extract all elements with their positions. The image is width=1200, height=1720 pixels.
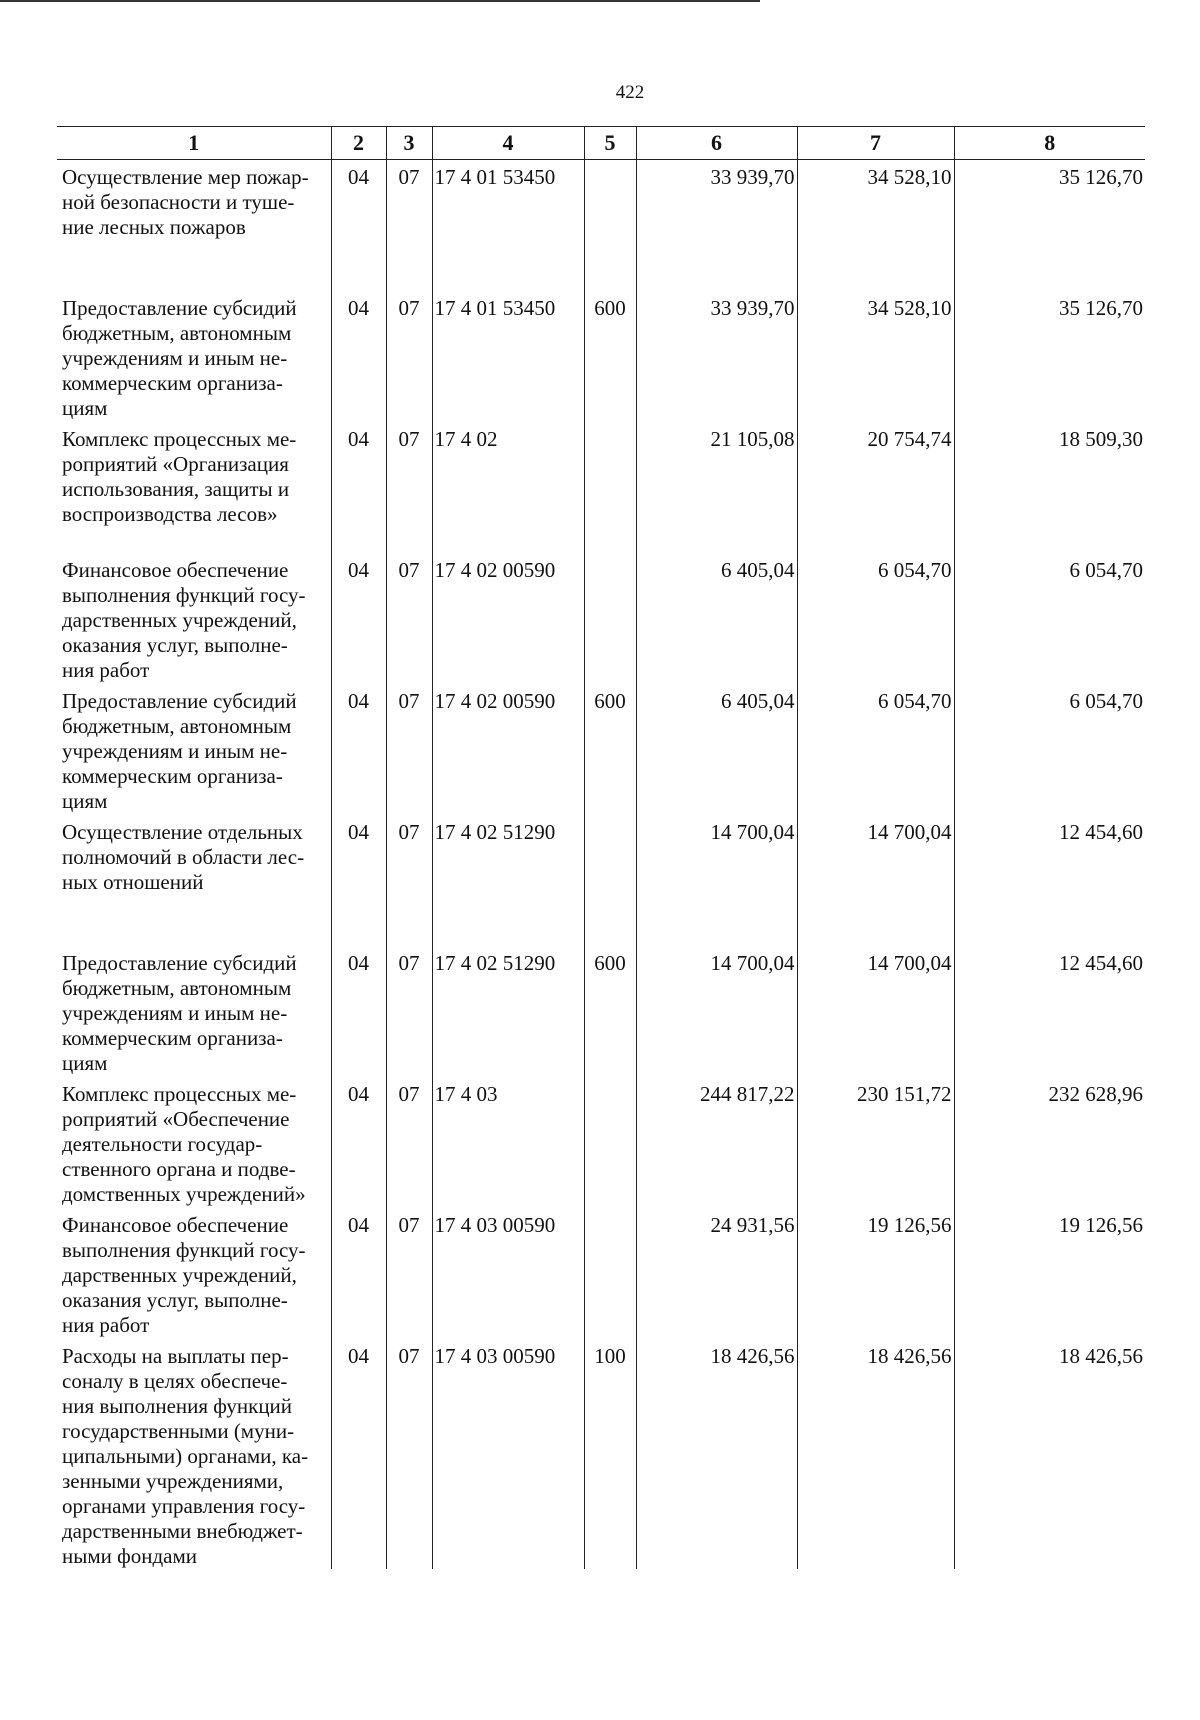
row-name: Предоставление субсидий бюджетным, автономным учреждениям и иным не- коммерческим организа- циям: [62, 950, 297, 1075]
row-target-code: 17 4 03 00590: [432, 1339, 584, 1569]
table-row: [57, 553, 1145, 684]
row-amount-col-6: 244 817,22: [636, 1077, 797, 1208]
row-name: Предоставление субсидий бюджетным, автономным учреждениям и иным не- коммерческим организа- циям: [62, 295, 297, 420]
header-col-5: 5: [584, 127, 636, 160]
row-subsection: 07: [386, 553, 432, 684]
row-subsection: 07: [386, 946, 432, 1077]
header-col-3: 3: [386, 127, 432, 160]
row-amount-col-7: 230 151,72: [797, 1077, 954, 1208]
row-name: Осуществление мер пожар- ной безопасности и туше- ние лесных пожаров: [62, 165, 309, 239]
row-section: 04: [331, 684, 386, 815]
row-name: Комплекс процессных ме- роприятий «Организация использования, защиты и воспроизводства лесов»: [62, 426, 297, 526]
row-expense-type: 600: [584, 291, 636, 422]
row-amount-col-6: 21 105,08: [636, 422, 797, 553]
row-expense-type: [584, 815, 636, 946]
header-col-7: 7: [797, 127, 954, 160]
row-amount-col-7: 20 754,74: [797, 422, 954, 553]
row-subsection: 07: [386, 1339, 432, 1569]
row-amount-col-8: 18 426,56: [954, 1339, 1145, 1569]
row-target-code: 17 4 02 51290: [432, 815, 584, 946]
row-target-code: 17 4 01 53450: [432, 291, 584, 422]
row-target-code: 17 4 03: [432, 1077, 584, 1208]
header-col-8: 8: [954, 127, 1145, 160]
row-amount-col-6: 24 931,56: [636, 1208, 797, 1339]
row-expense-type: 600: [584, 684, 636, 815]
row-expense-type: 600: [584, 946, 636, 1077]
table-row: [57, 160, 1145, 291]
row-subsection: 07: [386, 1208, 432, 1339]
row-amount-col-7: 6 054,70: [797, 684, 954, 815]
row-section: 04: [331, 422, 386, 553]
row-name: Комплекс процессных ме- роприятий «Обеспечение деятельности государ- ственного органа и подве- домственных учреждений»: [62, 1081, 306, 1206]
row-expense-type: [584, 553, 636, 684]
table-row: [57, 815, 1145, 946]
row-expense-type: [584, 1077, 636, 1208]
table-row: [57, 1339, 1145, 1569]
row-amount-col-8: 12 454,60: [954, 946, 1145, 1077]
row-expense-type: 100: [584, 1339, 636, 1569]
row-name: Осуществление отдельных полномочий в области лес- ных отношений: [62, 819, 305, 894]
row-expense-type: [584, 160, 636, 291]
table-row: [57, 291, 1145, 422]
row-amount-col-7: 14 700,04: [797, 946, 954, 1077]
row-subsection: 07: [386, 1077, 432, 1208]
table-row: [57, 422, 1145, 553]
row-section: 04: [331, 1077, 386, 1208]
row-amount-col-6: 6 405,04: [636, 553, 797, 684]
header-col-6: 6: [636, 127, 797, 160]
row-section: 04: [331, 553, 386, 684]
budget-table: [57, 126, 1145, 1569]
row-amount-col-6: 33 939,70: [636, 160, 797, 291]
row-amount-col-7: 34 528,10: [797, 160, 954, 291]
row-section: 04: [331, 1339, 386, 1569]
row-amount-col-6: 33 939,70: [636, 291, 797, 422]
table-row: [57, 684, 1145, 815]
header-row: [57, 127, 1145, 160]
row-subsection: 07: [386, 422, 432, 553]
row-section: 04: [331, 815, 386, 946]
row-amount-col-8: 35 126,70: [954, 291, 1145, 422]
row-amount-col-7: 19 126,56: [797, 1208, 954, 1339]
row-amount-col-7: 18 426,56: [797, 1339, 954, 1569]
header-col-4: 4: [432, 127, 584, 160]
row-section: 04: [331, 160, 386, 291]
row-amount-col-6: 18 426,56: [636, 1339, 797, 1569]
top-border-line: [0, 0, 760, 2]
row-name: Финансовое обеспечение выполнения функций госу- дарственных учреждений, оказания услуг, выполне- ния работ: [62, 557, 306, 682]
row-target-code: 17 4 02 00590: [432, 684, 584, 815]
row-amount-col-7: 34 528,10: [797, 291, 954, 422]
row-amount-col-8: 6 054,70: [954, 553, 1145, 684]
row-section: 04: [331, 1208, 386, 1339]
row-amount-col-6: 14 700,04: [636, 815, 797, 946]
table-row: [57, 1208, 1145, 1339]
row-amount-col-8: 232 628,96: [954, 1077, 1145, 1208]
row-amount-col-8: 12 454,60: [954, 815, 1145, 946]
row-name: Расходы на выплаты пер- соналу в целях обеспече- ния выполнения функций государственными (муни- ципальными) органами, ка- зенными учреждениями, органами управления госу- дарственными внебюджет- ными фондами: [62, 1343, 309, 1568]
table-row: [57, 946, 1145, 1077]
table-row: [57, 1077, 1145, 1208]
row-amount-col-6: 14 700,04: [636, 946, 797, 1077]
row-target-code: 17 4 01 53450: [432, 160, 584, 291]
row-subsection: 07: [386, 815, 432, 946]
row-amount-col-8: 6 054,70: [954, 684, 1145, 815]
row-amount-col-8: 18 509,30: [954, 422, 1145, 553]
row-target-code: 17 4 02 51290: [432, 946, 584, 1077]
row-target-code: 17 4 02 00590: [432, 553, 584, 684]
row-amount-col-6: 6 405,04: [636, 684, 797, 815]
row-name: Финансовое обеспечение выполнения функций госу- дарственных учреждений, оказания услуг, выполне- ния работ: [62, 1212, 306, 1337]
row-section: 04: [331, 291, 386, 422]
row-expense-type: [584, 1208, 636, 1339]
row-name: Предоставление субсидий бюджетным, автономным учреждениям и иным не- коммерческим организа- циям: [62, 688, 297, 813]
row-amount-col-7: 6 054,70: [797, 553, 954, 684]
row-expense-type: [584, 422, 636, 553]
header-col-1: 1: [57, 127, 331, 160]
row-section: 04: [331, 946, 386, 1077]
row-amount-col-7: 14 700,04: [797, 815, 954, 946]
row-target-code: 17 4 03 00590: [432, 1208, 584, 1339]
page-number: 422: [615, 82, 645, 103]
row-subsection: 07: [386, 160, 432, 291]
row-amount-col-8: 19 126,56: [954, 1208, 1145, 1339]
row-subsection: 07: [386, 291, 432, 422]
row-subsection: 07: [386, 684, 432, 815]
row-target-code: 17 4 02: [432, 422, 584, 553]
row-amount-col-8: 35 126,70: [954, 160, 1145, 291]
header-col-2: 2: [331, 127, 386, 160]
